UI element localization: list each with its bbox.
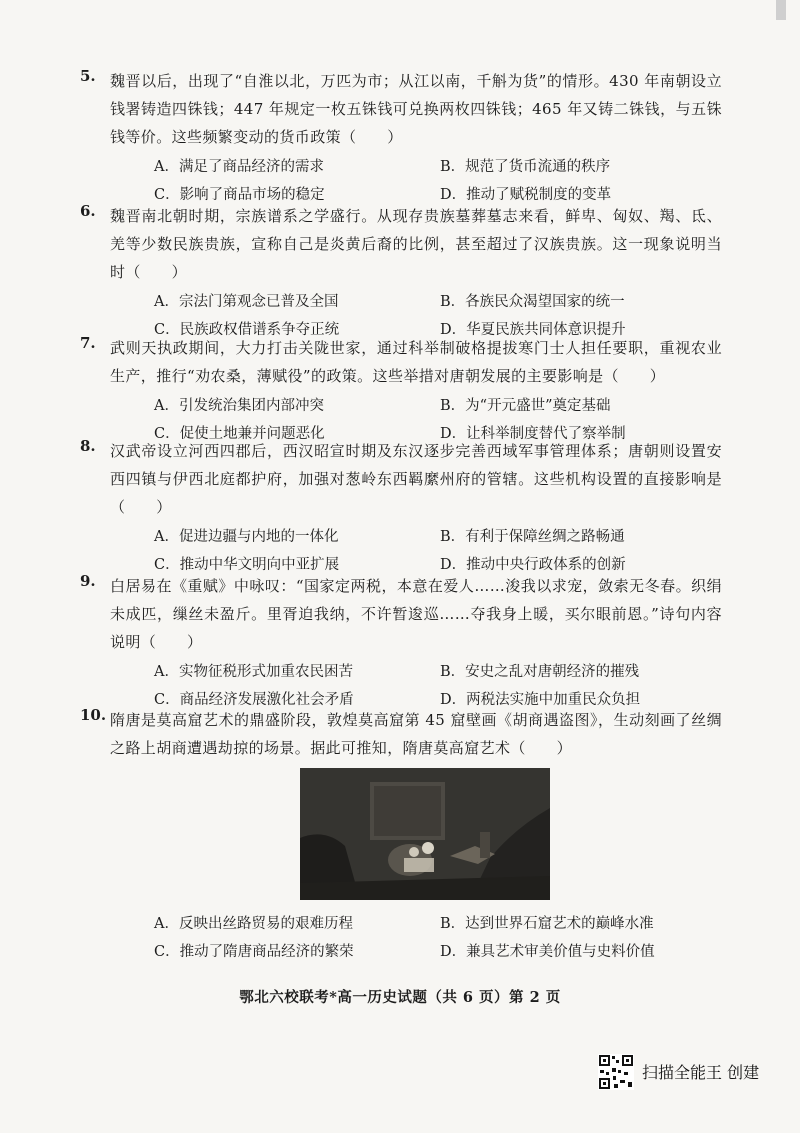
page-footer: 鄂北六校联考*高一历史试题（共 6 页）第 2 页	[239, 989, 561, 1006]
question-9	[80, 572, 722, 714]
question-6	[80, 202, 722, 344]
option-a: A．引发统治集团内部冲突	[154, 398, 324, 414]
options	[110, 525, 722, 579]
option-a: A．宗法门第观念已普及全国	[154, 294, 339, 310]
mural-illustration	[300, 768, 550, 900]
mural-image	[300, 768, 550, 900]
option-b: B．安史之乱对唐朝经济的摧残	[440, 664, 640, 680]
question-8	[80, 437, 722, 579]
option-b: B．有利于保障丝绸之路畅通	[440, 529, 625, 545]
option-d: D．两税法实施中加重民众负担	[440, 692, 641, 708]
option-b: B．各族民众渴望国家的统一	[440, 294, 625, 310]
question-number: 10.	[80, 706, 107, 724]
question-number: 9.	[80, 572, 96, 590]
question-text: 魏晋以后，出现了“自淮以北，万匹为市；从江以南，千斛为货”的情形。430 年南朝设立钱署铸造四铢钱；447 年规定一枚五铢钱可兑换两枚四铢钱；465 年又铸二铢钱，与五铢钱等价。这些频繁变动的货币政策（ ）	[110, 72, 722, 146]
question-text: 武则天执政期间，大力打击关陇世家，通过科举制破格提拔寒门士人担任要职，重视农业生产，推行“劝农桑，薄赋役”的政策。这些举措对唐朝发展的主要影响是（ ）	[110, 339, 722, 385]
option-d: D．推动了赋税制度的变革	[440, 187, 612, 203]
option-b: B．为“开元盛世”奠定基础	[440, 398, 611, 414]
qr-code-icon	[598, 1054, 634, 1090]
option-c: C．推动了隋唐商品经济的繁荣	[154, 944, 354, 960]
option-a: A．实物征税形式加重农民困苦	[154, 664, 353, 680]
option-a: A．反映出丝路贸易的艰难历程	[154, 916, 353, 932]
question-number: 7.	[80, 334, 96, 352]
option-a: A．满足了商品经济的需求	[154, 159, 324, 175]
option-c: C．促使土地兼并问题恶化	[154, 426, 325, 442]
question-text: 白居易在《重赋》中咏叹：“国家定两税，本意在爱人……浚我以求宠，敛索无冬春。织绢未成匹，缫丝未盈斤。里胥迫我纳，不许暂逡巡……夺我身上暖，买尔眼前恩。”诗句内容说明（ ）	[110, 577, 722, 651]
option-d: D．推动中央行政体系的创新	[440, 557, 626, 573]
question-number: 6.	[80, 202, 96, 220]
question-number: 8.	[80, 437, 96, 455]
question-7	[80, 334, 722, 448]
options	[110, 155, 722, 209]
question-text: 魏晋南北朝时期，宗族谱系之学盛行。从现存贵族墓葬墓志来看，鲜卑、匈奴、羯、氐、羌等少数民族贵族，宣称自己是炎黄后裔的比例，甚至超过了汉族贵族。这一现象说明当时（ ）	[110, 207, 722, 281]
option-c: C．影响了商品市场的稳定	[154, 187, 325, 203]
question-number: 5.	[80, 67, 96, 85]
question-text: 汉武帝设立河西四郡后，西汉昭宣时期及东汉逐步完善西域军事管理体系；唐朝则设置安西四镇与伊西北庭都护府，加强对葱岭东西羁縻州府的管辖。这些机构设置的直接影响是（ ）	[110, 442, 722, 516]
option-b: B．规范了货币流通的秩序	[440, 159, 611, 175]
option-c: C．推动中华文明向中亚扩展	[154, 557, 340, 573]
option-a: A．促进边疆与内地的一体化	[154, 529, 339, 545]
option-d: D．让科举制度替代了察举制	[440, 426, 626, 442]
option-b: B．达到世界石窟艺术的巅峰水准	[440, 916, 654, 932]
question-10-options	[110, 912, 722, 966]
scanner-watermark: 扫描全能王 创建	[642, 1063, 760, 1082]
question-10	[80, 706, 722, 762]
option-c: C．民族政权借谱系争夺正统	[154, 322, 340, 338]
option-c: C．商品经济发展激化社会矛盾	[154, 692, 354, 708]
option-d: D．兼具艺术审美价值与史料价值	[440, 944, 655, 960]
scan-edge-mark	[776, 0, 786, 20]
option-d: D．华夏民族共同体意识提升	[440, 322, 626, 338]
question-text: 隋唐是莫高窟艺术的鼎盛阶段，敦煌莫高窟第 45 窟壁画《胡商遇盗图》，生动刻画了丝绸之路上胡商遭遇劫掠的场景。据此可推知，隋唐莫高窟艺术（ ）	[110, 711, 722, 757]
question-5	[80, 67, 722, 209]
options	[110, 912, 722, 966]
